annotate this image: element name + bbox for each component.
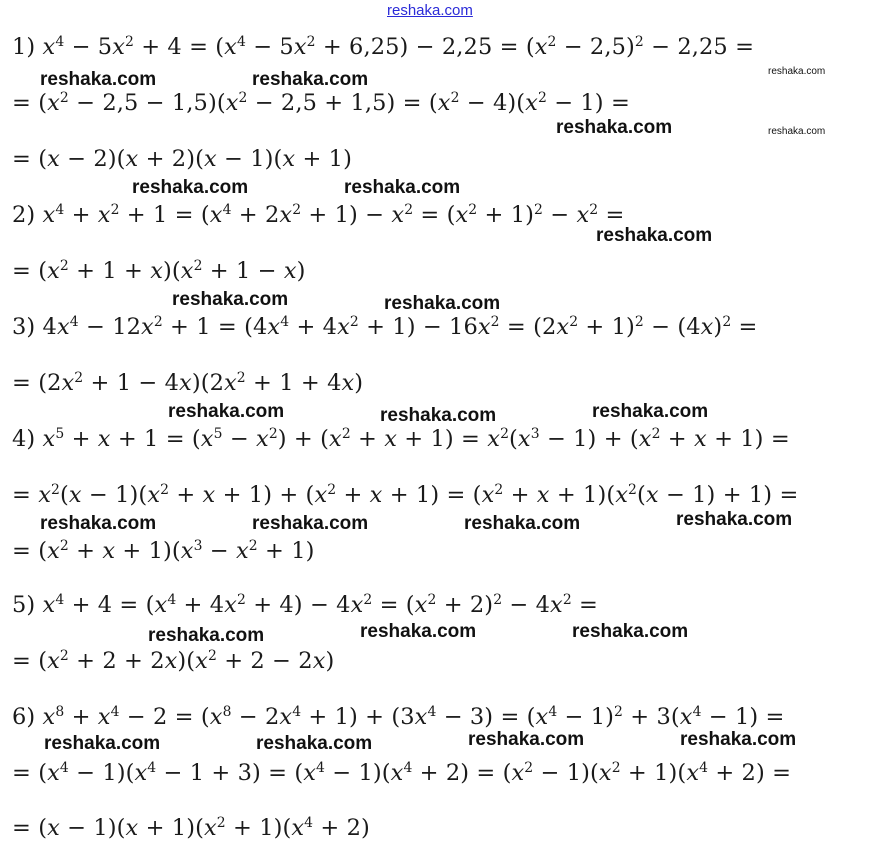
solution-line: 1) $x^4 - 5x^2 + 4 = (x^4 - 5x^2 + 6,25) - 2,25 = (x^2 - 2,5)^2 - 2,25$ = <box>12 34 755 60</box>
solution-line: = $(x^2 + 2 + 2x)(x^2 + 2 - 2x)$ <box>12 648 335 674</box>
watermark: reshaka.com <box>676 509 793 530</box>
watermark: reshaka.com <box>148 625 265 646</box>
watermark: reshaka.com <box>468 729 585 750</box>
watermark: reshaka.com <box>172 289 289 310</box>
solution-line: 5) $x^4 + 4 = (x^4 + 4x^2 + 4) - 4x^2 = (x^2 + 2)^2 - 4x^2$ = <box>12 592 599 618</box>
site-link[interactable]: reshaka.com <box>387 2 473 19</box>
solution-line: = $x^2(x - 1)(x^2 + x + 1) + (x^2 + x + 1) = (x^2 + x + 1)(x^2(x - 1) + 1)$ = <box>12 482 799 508</box>
watermark: reshaka.com <box>40 69 157 90</box>
watermark: reshaka.com <box>556 117 673 138</box>
solution-line: = $(x - 1)(x + 1)(x^2 + 1)(x^4 + 2)$ <box>12 815 370 841</box>
watermark: reshaka.com <box>768 66 826 77</box>
watermark: reshaka.com <box>572 621 689 642</box>
watermark: reshaka.com <box>380 405 497 426</box>
solution-line: = (x − 2)(x + 2)(x − 1)(x + 1) <box>12 146 352 172</box>
solution-line: 6) $x^8 + x^4 - 2 = (x^8 - 2x^4 + 1) + (3x^4 - 3) = (x^4 - 1)^2 + 3(x^4 - 1)$ = <box>12 704 785 730</box>
solution-line: 3) $4x^4 - 12x^2 + 1 = (4x^4 + 4x^2 + 1) - 16x^2 = (2x^2 + 1)^2 - (4x)^2$ = <box>12 314 758 340</box>
watermark: reshaka.com <box>168 401 285 422</box>
solution-line: = $(2x^2 + 1 - 4x)(2x^2 + 1 + 4x)$ <box>12 370 364 396</box>
solution-line: = $(x^2 + 1 + x)(x^2 + 1 - x)$ <box>12 258 306 284</box>
solution-line: = $(x^2 + x + 1)(x^3 - x^2 + 1)$ <box>12 538 315 564</box>
watermark: reshaka.com <box>40 513 157 534</box>
watermark: reshaka.com <box>44 733 161 754</box>
watermark: reshaka.com <box>596 225 713 246</box>
watermark: reshaka.com <box>680 729 797 750</box>
watermark: reshaka.com <box>256 733 373 754</box>
solution-line: 2) $x^4 + x^2 + 1 = (x^4 + 2x^2 + 1) - x^2 = (x^2 + 1)^2 - x^2$ = <box>12 202 625 228</box>
watermark: reshaka.com <box>768 126 826 137</box>
watermark: reshaka.com <box>252 69 369 90</box>
solution-line: 4) $x^5 + x + 1 = (x^5 - x^2) + (x^2 + x + 1) = x^2(x^3 - 1) + (x^2 + x + 1)$ = <box>12 426 790 452</box>
watermark: reshaka.com <box>132 177 249 198</box>
watermark: reshaka.com <box>252 513 369 534</box>
watermark: reshaka.com <box>592 401 709 422</box>
solution-line: = $(x^4 - 1)(x^4 - 1 + 3) = (x^4 - 1)(x^4 + 2) = (x^2 - 1)(x^2 + 1)(x^4 + 2)$ = <box>12 760 792 786</box>
watermark: reshaka.com <box>384 293 501 314</box>
solution-line: = $(x^2 - 2,5 - 1,5)(x^2 - 2,5 + 1,5) = (x^2 - 4)(x^2 - 1)$ = <box>12 90 630 116</box>
watermark: reshaka.com <box>360 621 477 642</box>
watermark: reshaka.com <box>464 513 581 534</box>
watermark: reshaka.com <box>344 177 461 198</box>
